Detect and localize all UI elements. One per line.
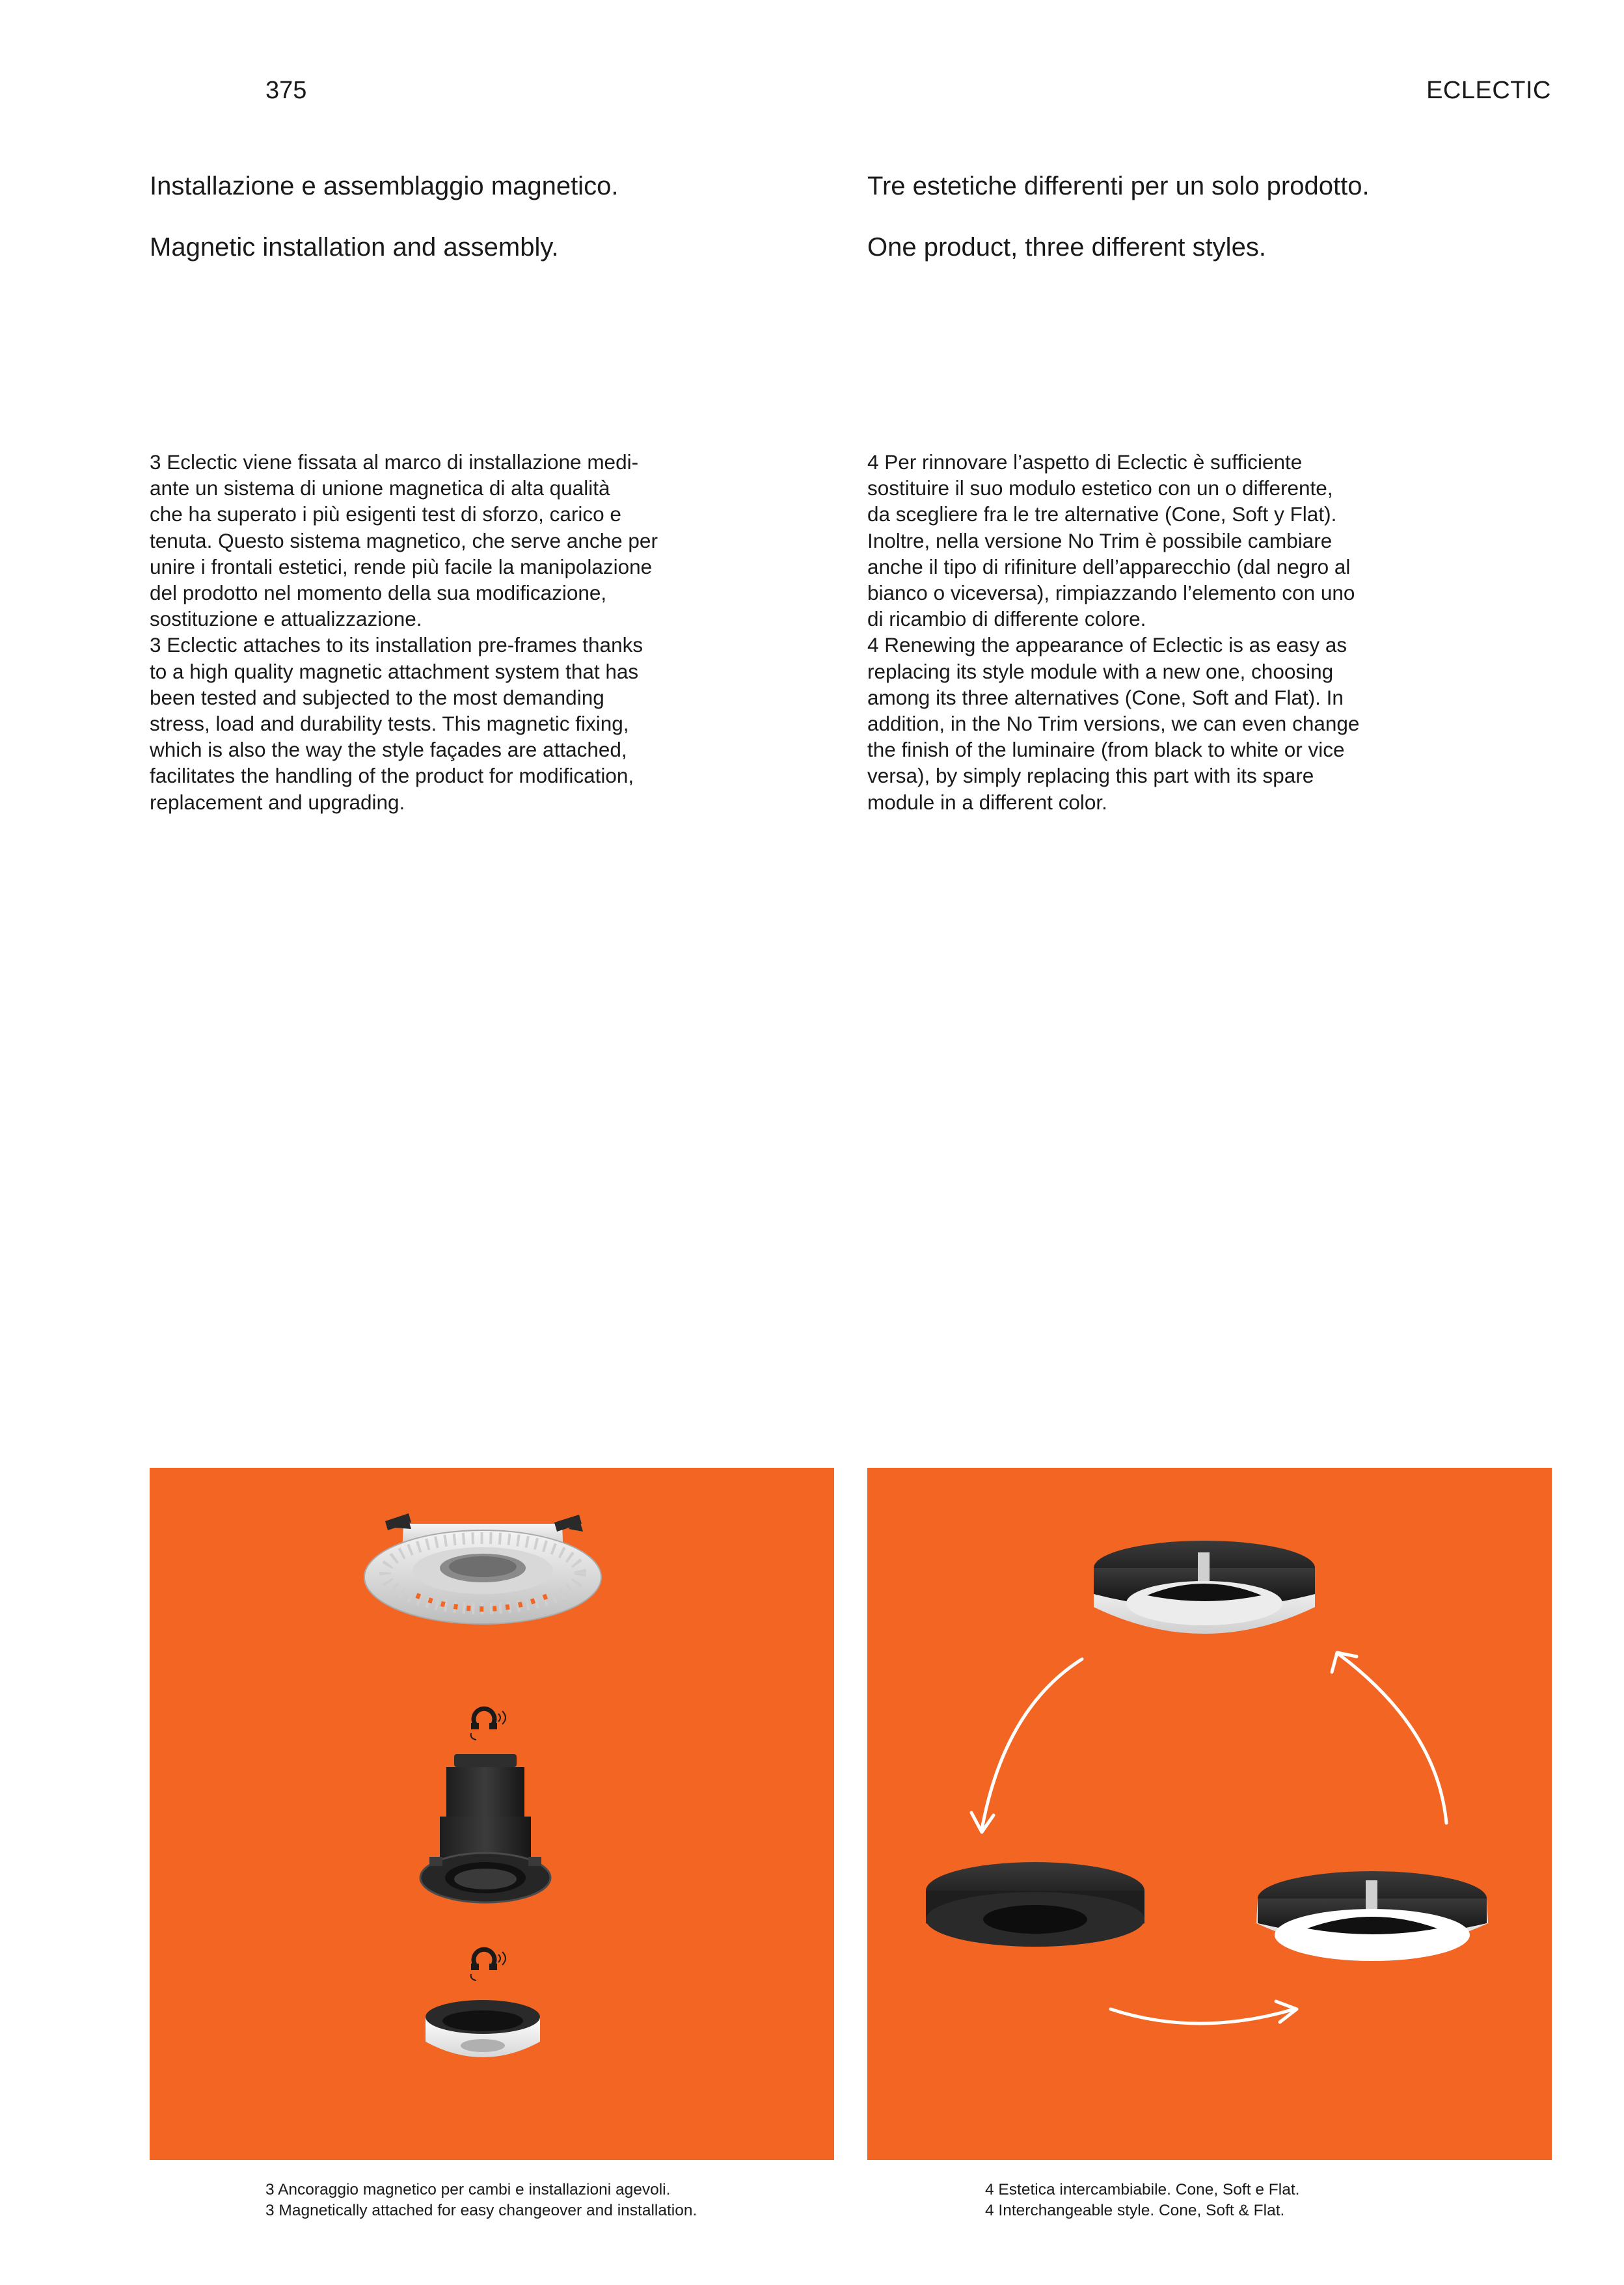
right-heading [867,170,1531,293]
left-heading [150,170,813,293]
assembly-illustration [150,1468,834,2160]
right-caption-en: 4 Interchangeable style. Cone, Soft & Flat. [985,2202,1285,2219]
left-body-en: 3 Eclectic attaches to its installation pre-frames thanks to a high quality magnetic attachment system that has been tested and subjected to the most demanding stress, load and durability tests. This magnetic fixing, which is also the way the style façades are attached, facilitates the handling of the product for modification, replacement and upgrading. [150,633,643,814]
styles-image-panel [867,1468,1552,2160]
left-heading-en: Magnetic installation and assembly. [150,233,559,262]
luminaire-body [420,1754,550,1902]
right-body-en: 4 Renewing the appearance of Eclectic is as easy as replacing its style module with a new one, choosing among its three alternatives (Cone, Soft and Flat). In addition, in the No Trim versions, we can even change the finish of the luminaire (from black to white or vice versa), by simply replacing this part with its spare module in a different color. [867,633,1360,814]
right-heading-it: Tre estetiche differenti per un solo prodotto. [867,172,1370,200]
left-body-it: 3 Eclectic viene fissata al marco di installazione medi- ante un sistema di unione magnetica di alta qualità che ha superato i più esigenti test di sforzo, carico e tenuta. Questo sistema magnetico, che serve anche per unire i frontali estetici, rende più facile la manipolazione del prodotto nel momento della sua modificazione, sostituzione e attualizzazione. [150,450,658,631]
cycle-arrow-icon [971,1653,1446,2023]
style-trim [426,2000,540,2057]
right-caption [985,2180,1299,2221]
left-caption-en: 3 Magnetically attached for easy changeover and installation. [265,2202,697,2219]
assembly-image-panel [150,1468,834,2160]
trim-flat-black [926,1862,1144,1947]
magnet-icon [471,1949,506,1981]
page-number: 375 [265,77,307,104]
right-heading-en: One product, three different styles. [867,233,1266,262]
trim-soft-white [1256,1871,1488,1961]
right-body-it: 4 Per rinnovare l’aspetto di Eclectic è sufficiente sostituire il suo modulo estetico con un o differente, da scegliere fra le tre alternative (Cone, Soft y Flat). Inoltre, nella versione No Trim è possibile cambiare anche il tipo di rifiniture dell’apparecchio (dal negro al bianco o viceversa), rimpiazzando l’elemento con uno di ricambio di differente colore. [867,450,1355,631]
installation-frame [364,1513,601,1624]
right-caption-it: 4 Estetica intercambiabile. Cone, Soft e Flat. [985,2181,1300,2198]
left-heading-it: Installazione e assemblaggio magnetico. [150,172,619,200]
styles-illustration [867,1468,1552,2160]
left-body [150,449,807,815]
brand-title: ECLECTIC [1426,77,1551,104]
left-caption [265,2180,697,2221]
trim-cone [1094,1541,1315,1634]
left-caption-it: 3 Ancoraggio magnetico per cambi e installazioni agevoli. [265,2181,671,2198]
right-body [867,449,1524,815]
magnet-icon [471,1709,506,1740]
